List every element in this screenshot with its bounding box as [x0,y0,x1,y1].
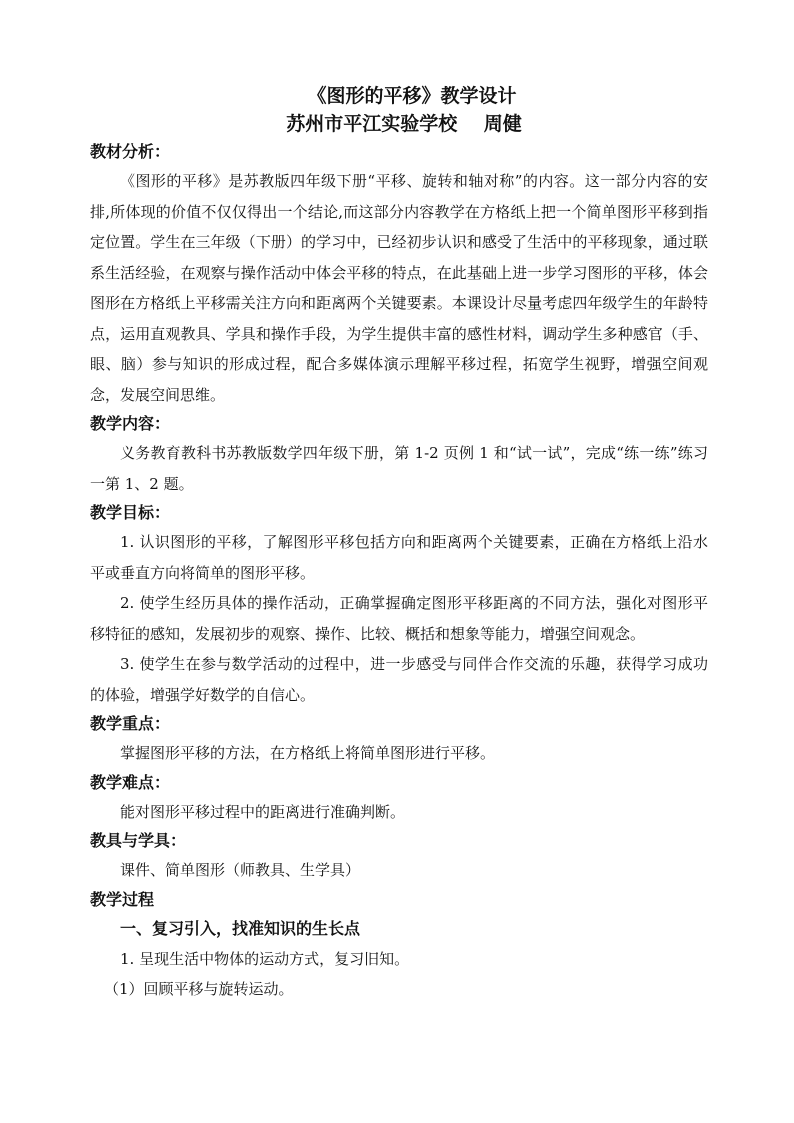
difficulty-text: 能对图形平移过程中的距离进行准确判断。 [120,802,406,821]
analysis-heading: 教材分析： [90,142,171,161]
key-points-heading: 教学重点： [90,714,171,733]
author-line: 苏州市平江实验学校 周健 [286,113,522,135]
goal-item: 1. 认识图形的平移，了解图形平移包括方向和距离两个关键要素，正确在方格纸上沿水平或垂直方向将简单的图形平移。 [90,533,708,582]
tools-text: 课件、简单图形（师教具、生学具） [120,861,361,879]
difficulty-heading: 教学难点： [90,772,171,792]
content-heading: 教学内容： [90,414,171,433]
goal-item: 3. 使学生在参与数学活动的过程中，进一步感受与同伴合作交流的乐趣，获得学习成功的体验，增强学好数学的自信心。 [90,655,708,704]
analysis-paragraph: 《图形的平移》是苏教版四年级下册“平移、旋转和轴对称”的内容。这一部分内容的安排,所体现的价值不仅仅得出一个结论,而这部分内容教学在方格纸上把一个简单图形平移到指定位置。学生在三年级（下册）的学习中，已经初步认识和感受了生活中的平移现象，通过联系生活经验，在观察与操作活动中体会平移的特点，在此基础上进一步学习图形的平移，体会图形在方格纸上平移需关注方向和距离两个关键要素。本课设计尽量考虑四年级学生的年龄特点，运用直观教具、学具和操作手段，为学生提供丰富的感性材料，调动学生多种感官（手、眼、脑）参与知识的形成过程，配合多媒体演示理解平移过程，拓宽学生视野，增强空间观念，发展空间思维。 [90,172,708,404]
process-substep-1: （1）回顾平移与旋转运动。 [104,979,294,998]
key-points-text: 掌握图形平移的方法，在方格纸上将简单图形进行平移。 [120,744,496,762]
goal-item: 2. 使学生经历具体的操作活动，正确掌握确定图形平移距离的不同方法，强化对图形平移特征的感知，发展初步的观察、操作、比较、概括和想象等能力，增强空间观念。 [90,594,708,643]
process-step-1: 1. 呈现生活中物体的运动方式，复习旧知。 [120,949,410,968]
content-paragraph: 义务教育教科书苏教版数学四年级下册，第 1-2 页例 1 和“试一试”，完成“练一练”练习一第 1、2 题。 [90,444,708,493]
process-heading: 教学过程 [90,889,155,909]
tools-heading: 教具与学具： [90,831,187,850]
document-title: 《图形的平移》教学设计 [307,85,517,107]
goals-heading: 教学目标： [90,503,171,522]
process-part-1-heading: 一、复习引入，找准知识的生长点 [120,918,361,938]
